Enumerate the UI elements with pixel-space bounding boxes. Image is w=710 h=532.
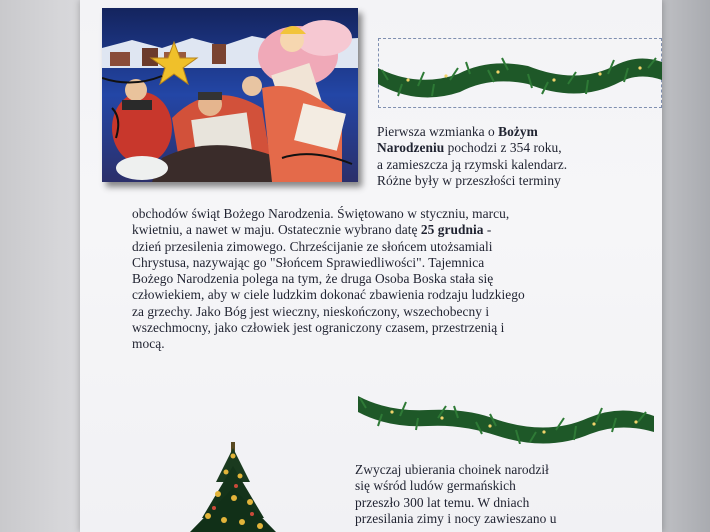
intro-line: a zamieszcza ją rzymski kalendarz. xyxy=(377,156,568,172)
body-line: Bożego Narodzenia polega na tym, że druga Osoba Boska stała się xyxy=(132,271,494,287)
document-page xyxy=(80,0,662,532)
christmas-garland xyxy=(358,382,654,449)
body-line: dzień przesilenia zimowego. Chrześcijanie ze słońcem utożsamiali xyxy=(132,238,493,254)
christmas-tree xyxy=(190,442,276,532)
body-line: wszechmocny, jako człowiek jest ograniczony czasem, przestrzenią i xyxy=(132,320,505,336)
tree-line: przeszło 300 lat temu. W dniach xyxy=(355,494,530,510)
tree-paragraph xyxy=(355,462,556,527)
christmas-garland xyxy=(378,40,662,105)
body-line: Chrystusa, nazywając go "Słońcem Sprawiedliwości". Tajemnica xyxy=(132,254,485,270)
body-line: obchodów świąt Bożego Narodzenia. Świętowano w styczniu, marcu, xyxy=(132,206,510,221)
body-line: mocą. xyxy=(132,336,165,352)
tree-line: się wśród ludów germańskich xyxy=(355,478,516,494)
desk-background xyxy=(660,0,710,532)
body-paragraph xyxy=(132,206,525,353)
tree-line: przesilania zimy i nocy zawieszano u xyxy=(355,510,557,526)
nativity-illustration xyxy=(102,8,358,182)
intro-paragraph xyxy=(377,124,567,189)
intro-line: Pierwsza wzmianka o Bożym xyxy=(377,124,538,139)
intro-line: Różne były w przeszłości terminy xyxy=(377,172,561,188)
tree-line: Zwyczaj ubierania choinek narodził xyxy=(355,462,549,477)
body-line: człowiekiem, aby w ciele ludzkim dokonać zbawienia rodzaju ludzkiego xyxy=(132,287,525,303)
body-line: za grzechy. Jako Bóg jest wieczny, nieskończony, wszechobecny i xyxy=(132,303,490,319)
intro-line: Narodzeniu pochodzi z 354 roku, xyxy=(377,140,562,156)
body-line: kwietniu, a nawet w maju. Ostatecznie wybrano datę 25 grudnia - xyxy=(132,222,492,238)
